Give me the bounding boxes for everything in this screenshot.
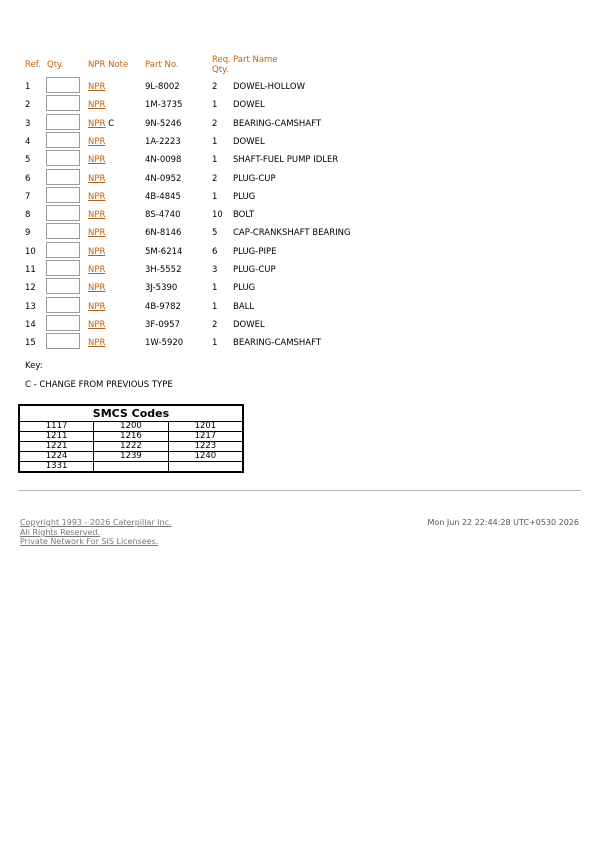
part-name: BOLT (233, 210, 255, 221)
part-number: 4N-0098 (145, 155, 182, 166)
part-name: DOWEL (233, 136, 265, 147)
npr-link[interactable]: NPR (88, 265, 106, 275)
part-number: 4N-0952 (145, 173, 182, 184)
part-ref: 14 (25, 319, 36, 330)
smcs-code: 1200 (94, 422, 169, 432)
part-number: 6N-8146 (145, 228, 182, 239)
qty-input[interactable] (46, 114, 80, 130)
smcs-code: 1216 (94, 432, 169, 442)
part-ref: 4 (25, 136, 31, 147)
smcs-code: 1331 (19, 462, 94, 473)
smcs-code: 1224 (19, 452, 94, 462)
part-number: 8S-4740 (145, 210, 181, 221)
footer-divider (18, 490, 581, 491)
part-number: 9L-8002 (145, 82, 180, 92)
qty-input[interactable] (46, 77, 80, 93)
part-number: 1M-3735 (145, 100, 183, 111)
network-link[interactable]: Private Network For SIS Licensees. (20, 537, 159, 546)
header-req-qty-2: Qty. (212, 65, 229, 75)
npr-link[interactable]: NPR (88, 301, 106, 312)
qty-input[interactable] (46, 315, 80, 331)
qty-input[interactable] (46, 169, 80, 185)
part-number: 3H-5552 (145, 265, 182, 275)
qty-input[interactable] (46, 205, 80, 221)
part-name: BALL (233, 301, 255, 312)
smcs-row (19, 442, 243, 452)
npr-link[interactable]: NPR (88, 100, 106, 111)
part-number: 1A-2223 (145, 136, 181, 147)
smcs-title: SMCS Codes (19, 405, 243, 422)
part-number: 9N-5246 (145, 118, 182, 129)
header-part-name: Part Name (233, 55, 278, 65)
part-name: PLUG-CUP (233, 265, 276, 275)
part-name: SHAFT-FUEL PUMP IDLER (233, 155, 339, 166)
part-ref: 12 (25, 283, 36, 294)
header-ref: Ref. (25, 60, 41, 70)
req-qty: 1 (212, 191, 218, 202)
npr-link[interactable]: NPR (88, 191, 106, 202)
part-ref: 11 (25, 265, 36, 275)
part-row (0, 114, 600, 132)
smcs-code: 1240 (168, 452, 243, 462)
smcs-code (168, 462, 243, 473)
qty-input[interactable] (46, 187, 80, 203)
part-ref: 9 (25, 228, 31, 239)
req-qty: 10 (212, 210, 223, 221)
smcs-code: 1239 (94, 452, 169, 462)
part-ref: 2 (25, 100, 31, 111)
part-ref: 15 (25, 338, 36, 349)
qty-input[interactable] (46, 95, 80, 111)
part-name: PLUG (233, 283, 256, 294)
part-row (0, 205, 600, 223)
part-row (0, 150, 600, 168)
qty-input[interactable] (46, 150, 80, 166)
header-part-no: Part No. (145, 60, 179, 70)
part-number: 3F-0957 (145, 319, 180, 330)
req-qty: 1 (212, 283, 218, 294)
npr-link[interactable]: NPR (88, 155, 106, 166)
smcs-row (19, 432, 243, 442)
npr-link[interactable]: NPR (88, 136, 106, 147)
part-row (0, 297, 600, 315)
req-qty: 1 (212, 100, 218, 111)
req-qty: 2 (212, 118, 218, 129)
part-row (0, 77, 600, 95)
req-qty: 2 (212, 173, 218, 184)
req-qty: 1 (212, 301, 218, 312)
part-row (0, 132, 600, 150)
part-ref: 7 (25, 191, 31, 202)
req-qty: 1 (212, 338, 218, 349)
part-name: BEARING-CAMSHAFT (233, 118, 322, 129)
part-row (0, 169, 600, 187)
part-ref: 3 (25, 118, 31, 129)
key-entry: C - CHANGE FROM PREVIOUS TYPE (25, 380, 173, 390)
req-qty: 2 (212, 82, 218, 92)
qty-input[interactable] (46, 242, 80, 258)
req-qty: 5 (212, 228, 218, 239)
header-qty: Qty. (47, 60, 64, 70)
part-row (0, 333, 600, 351)
smcs-codes-table (18, 404, 244, 473)
smcs-code: 1223 (168, 442, 243, 452)
part-ref: 13 (25, 301, 36, 312)
part-row (0, 95, 600, 113)
part-name: CAP-CRANKSHAFT BEARING (233, 228, 351, 239)
timestamp: Mon Jun 22 22:44:28 UTC+0530 2026 (427, 518, 579, 527)
part-row (0, 242, 600, 260)
smcs-row (19, 422, 243, 432)
smcs-code (94, 462, 169, 473)
copyright-link[interactable]: Copyright 1993 - 2026 Caterpillar Inc. (20, 518, 172, 527)
part-ref: 5 (25, 155, 31, 166)
part-row (0, 260, 600, 278)
qty-input[interactable] (46, 278, 80, 294)
part-name: PLUG-CUP (233, 173, 276, 184)
npr-link[interactable]: NPR (88, 319, 106, 330)
npr-link[interactable]: NPR (88, 118, 106, 129)
req-qty: 1 (212, 136, 218, 147)
part-row (0, 187, 600, 205)
part-row (0, 315, 600, 333)
req-qty: 3 (212, 265, 218, 275)
smcs-code: 1217 (168, 432, 243, 442)
part-name: PLUG (233, 191, 256, 202)
part-ref: 1 (25, 82, 31, 92)
smcs-row (19, 462, 243, 473)
smcs-code: 1222 (94, 442, 169, 452)
qty-input[interactable] (46, 260, 80, 276)
part-number: 5M-6214 (145, 246, 183, 257)
qty-input[interactable] (46, 223, 80, 239)
npr-link[interactable]: NPR (88, 246, 106, 257)
smcs-row (19, 452, 243, 462)
part-number: 3J-5390 (145, 283, 178, 294)
part-ref: 8 (25, 210, 31, 221)
part-name: DOWEL (233, 100, 265, 111)
part-number: 1W-5920 (145, 338, 184, 349)
qty-input[interactable] (46, 333, 80, 349)
smcs-code: 1201 (168, 422, 243, 432)
req-qty: 1 (212, 155, 218, 166)
npr-link[interactable]: NPR (88, 283, 106, 294)
npr-link[interactable]: NPR (88, 228, 106, 239)
rights-link[interactable]: All Rights Reserved. (20, 528, 101, 537)
req-qty: 6 (212, 246, 218, 257)
npr-link[interactable]: NPR (88, 82, 106, 92)
part-row (0, 223, 600, 241)
smcs-code: 1221 (19, 442, 94, 452)
part-ref: 10 (25, 246, 36, 257)
npr-link[interactable]: NPR (88, 173, 106, 184)
part-name: DOWEL-HOLLOW (233, 82, 306, 92)
part-number: 4B-9782 (145, 301, 181, 312)
npr-link[interactable]: NPR (88, 210, 106, 221)
part-name: DOWEL (233, 319, 265, 330)
part-name: PLUG-PIPE (233, 246, 277, 257)
part-row (0, 278, 600, 296)
header-req-qty-1: Req. (212, 55, 231, 65)
header-npr-note: NPR Note (88, 60, 129, 70)
npr-note: C (108, 118, 115, 129)
npr-link[interactable]: NPR (88, 338, 106, 349)
part-number: 4B-4845 (145, 191, 181, 202)
smcs-code: 1117 (19, 422, 94, 432)
qty-input[interactable] (46, 132, 80, 148)
qty-input[interactable] (46, 297, 80, 313)
smcs-code: 1211 (19, 432, 94, 442)
part-name: BEARING-CAMSHAFT (233, 338, 322, 349)
req-qty: 2 (212, 319, 218, 330)
key-label: Key: (25, 361, 43, 371)
part-ref: 6 (25, 173, 31, 184)
